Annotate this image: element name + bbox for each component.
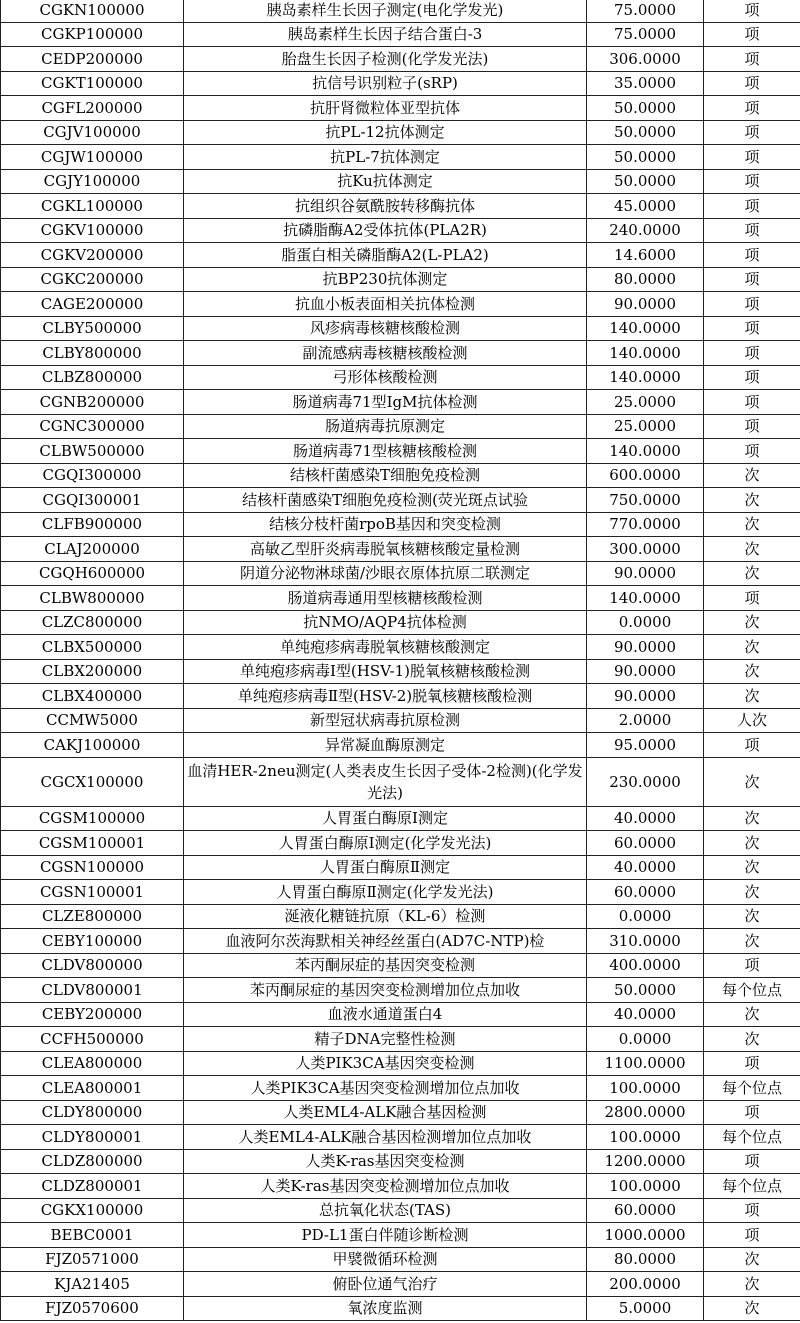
item-unit-cell: 项 <box>704 1051 800 1076</box>
item-price-cell: 75.0000 <box>587 0 704 22</box>
item-name-cell: 肠道病毒抗原测定 <box>184 414 587 439</box>
item-price-cell: 0.0000 <box>587 610 704 635</box>
item-name-cell: 人胃蛋白酶原Ⅰ测定 <box>184 806 587 831</box>
item-unit-cell: 项 <box>704 733 800 758</box>
item-price-cell: 75.0000 <box>587 22 704 47</box>
table-row <box>1 537 800 562</box>
item-unit-cell: 每个位点 <box>704 1076 800 1101</box>
item-code-cell: CEBY100000 <box>1 929 184 954</box>
item-code-cell: CLAJ200000 <box>1 537 184 562</box>
table-row <box>1 806 800 831</box>
item-price-cell: 1200.0000 <box>587 1149 704 1174</box>
item-price-cell: 750.0000 <box>587 488 704 513</box>
item-price-cell: 35.0000 <box>587 71 704 96</box>
table-row <box>1 316 800 341</box>
item-code-cell: KJA21405 <box>1 1272 184 1297</box>
item-name-cell: 人类PIK3CA基因突变检测 <box>184 1051 587 1076</box>
table-row <box>1 1272 800 1297</box>
table-row <box>1 561 800 586</box>
table-row <box>1 1247 800 1272</box>
item-unit-cell: 次 <box>704 831 800 856</box>
item-name-cell: 抗血小板表面相关抗体检测 <box>184 292 587 317</box>
item-code-cell: CGNC300000 <box>1 414 184 439</box>
item-name-cell: 抗NMO/AQP4抗体检测 <box>184 610 587 635</box>
table-row <box>1 1100 800 1125</box>
item-price-cell: 14.6000 <box>587 243 704 268</box>
item-code-cell: CGSN100000 <box>1 855 184 880</box>
item-unit-cell: 项 <box>704 145 800 170</box>
item-unit-cell: 次 <box>704 684 800 709</box>
item-price-cell: 90.0000 <box>587 561 704 586</box>
table-row <box>1 439 800 464</box>
item-code-cell: CGFL200000 <box>1 96 184 121</box>
item-name-cell: 总抗氧化状态(TAS) <box>184 1198 587 1223</box>
item-name-cell: 胰岛素样生长因子结合蛋白-3 <box>184 22 587 47</box>
item-price-cell: 140.0000 <box>587 439 704 464</box>
item-name-cell: 副流感病毒核糖核酸检测 <box>184 341 587 366</box>
item-code-cell: CGQI300001 <box>1 488 184 513</box>
item-price-cell: 770.0000 <box>587 512 704 537</box>
item-price-cell: 80.0000 <box>587 267 704 292</box>
item-name-cell: 高敏乙型肝炎病毒脱氧核糖核酸定量检测 <box>184 537 587 562</box>
item-price-cell: 60.0000 <box>587 831 704 856</box>
item-unit-cell: 项 <box>704 1223 800 1248</box>
item-name-cell: 人类EML4-ALK融合基因检测 <box>184 1100 587 1125</box>
item-unit-cell: 次 <box>704 537 800 562</box>
item-name-cell: 俯卧位通气治疗 <box>184 1272 587 1297</box>
item-price-cell: 140.0000 <box>587 341 704 366</box>
item-price-cell: 0.0000 <box>587 1027 704 1052</box>
item-code-cell: FJZ0571000 <box>1 1247 184 1272</box>
table-row <box>1 904 800 929</box>
item-name-cell: 抗磷脂酶A2受体抗体(PLA2R) <box>184 218 587 243</box>
item-code-cell: CGKV200000 <box>1 243 184 268</box>
table-row <box>1 733 800 758</box>
item-price-cell: 1000.0000 <box>587 1223 704 1248</box>
item-code-cell: CLBW800000 <box>1 586 184 611</box>
item-price-cell: 140.0000 <box>587 365 704 390</box>
item-code-cell: CGJY100000 <box>1 169 184 194</box>
table-row <box>1 659 800 684</box>
item-price-cell: 50.0000 <box>587 978 704 1003</box>
item-price-cell: 40.0000 <box>587 855 704 880</box>
item-name-cell: 人类K-ras基因突变检测 <box>184 1149 587 1174</box>
item-price-cell: 40.0000 <box>587 1002 704 1027</box>
item-name-cell: 人类K-ras基因突变检测增加位点加收 <box>184 1174 587 1199</box>
item-unit-cell: 每个位点 <box>704 1125 800 1150</box>
item-code-cell: CLBX500000 <box>1 635 184 660</box>
item-code-cell: CGCX100000 <box>1 757 184 806</box>
item-name-cell: 弓形体核酸检测 <box>184 365 587 390</box>
table-row <box>1 831 800 856</box>
item-unit-cell: 项 <box>704 341 800 366</box>
item-unit-cell: 项 <box>704 953 800 978</box>
item-name-cell: 胰岛素样生长因子测定(电化学发光) <box>184 0 587 22</box>
item-code-cell: CLDY800000 <box>1 1100 184 1125</box>
table-row <box>1 929 800 954</box>
item-name-cell: 苯丙酮尿症的基因突变检测增加位点加收 <box>184 978 587 1003</box>
table-row <box>1 1223 800 1248</box>
item-price-cell: 5.0000 <box>587 1296 704 1321</box>
table-row <box>1 47 800 72</box>
item-code-cell: CLEA800000 <box>1 1051 184 1076</box>
item-unit-cell: 每个位点 <box>704 1174 800 1199</box>
item-name-cell: 肠道病毒通用型核糖核酸检测 <box>184 586 587 611</box>
item-price-cell: 400.0000 <box>587 953 704 978</box>
item-unit-cell: 次 <box>704 561 800 586</box>
item-unit-cell: 次 <box>704 610 800 635</box>
item-unit-cell: 项 <box>704 218 800 243</box>
item-name-cell: 人胃蛋白酶原Ⅱ测定(化学发光法) <box>184 880 587 905</box>
item-name-cell: 肠道病毒71型核糖核酸检测 <box>184 439 587 464</box>
item-unit-cell: 次 <box>704 1296 800 1321</box>
item-unit-cell: 项 <box>704 414 800 439</box>
item-price-cell: 25.0000 <box>587 390 704 415</box>
table-row <box>1 1076 800 1101</box>
item-name-cell: 精子DNA完整性检测 <box>184 1027 587 1052</box>
item-name-cell: 脂蛋白相关磷脂酶A2(L-PLA2) <box>184 243 587 268</box>
item-name-cell: 抗信号识别粒子(sRP) <box>184 71 587 96</box>
item-price-cell: 0.0000 <box>587 904 704 929</box>
item-unit-cell: 次 <box>704 635 800 660</box>
item-code-cell: CLBW500000 <box>1 439 184 464</box>
item-name-cell: 抗组织谷氨酰胺转移酶抗体 <box>184 194 587 219</box>
item-unit-cell: 项 <box>704 1100 800 1125</box>
item-code-cell: CCMW5000 <box>1 708 184 733</box>
table-row <box>1 586 800 611</box>
table-row <box>1 414 800 439</box>
table-row <box>1 684 800 709</box>
item-unit-cell: 次 <box>704 806 800 831</box>
item-unit-cell: 次 <box>704 512 800 537</box>
item-name-cell: 风疹病毒核糖核酸检测 <box>184 316 587 341</box>
item-unit-cell: 项 <box>704 1198 800 1223</box>
item-price-cell: 300.0000 <box>587 537 704 562</box>
item-code-cell: CLBY500000 <box>1 316 184 341</box>
item-unit-cell: 人次 <box>704 708 800 733</box>
item-unit-cell: 次 <box>704 880 800 905</box>
item-name-cell: 人类EML4-ALK融合基因检测增加位点加收 <box>184 1125 587 1150</box>
item-name-cell: 新型冠状病毒抗原检测 <box>184 708 587 733</box>
item-code-cell: CLDV800001 <box>1 978 184 1003</box>
item-code-cell: CGQH600000 <box>1 561 184 586</box>
item-code-cell: CEBY200000 <box>1 1002 184 1027</box>
item-unit-cell: 项 <box>704 71 800 96</box>
item-price-cell: 140.0000 <box>587 586 704 611</box>
item-name-cell: 氧浓度监测 <box>184 1296 587 1321</box>
item-price-cell: 2.0000 <box>587 708 704 733</box>
table-row <box>1 390 800 415</box>
item-code-cell: CAGE200000 <box>1 292 184 317</box>
table-row <box>1 145 800 170</box>
item-price-cell: 50.0000 <box>587 120 704 145</box>
item-name-cell: 单纯疱疹病毒Ⅰ型(HSV-1)脱氧核糖核酸检测 <box>184 659 587 684</box>
table-row <box>1 1174 800 1199</box>
item-code-cell: CGKP100000 <box>1 22 184 47</box>
table-row <box>1 488 800 513</box>
item-unit-cell: 次 <box>704 904 800 929</box>
table-row <box>1 512 800 537</box>
item-price-cell: 90.0000 <box>587 292 704 317</box>
item-unit-cell: 项 <box>704 0 800 22</box>
item-unit-cell: 次 <box>704 1002 800 1027</box>
table-row <box>1 0 800 22</box>
item-price-cell: 40.0000 <box>587 806 704 831</box>
item-price-cell: 100.0000 <box>587 1076 704 1101</box>
item-name-cell: 结核分枝杆菌rpoB基因和突变检测 <box>184 512 587 537</box>
table-row <box>1 120 800 145</box>
item-code-cell: CLDV800000 <box>1 953 184 978</box>
table-row <box>1 218 800 243</box>
item-code-cell: CLBX200000 <box>1 659 184 684</box>
table-row <box>1 757 800 806</box>
table-row <box>1 708 800 733</box>
table-row <box>1 96 800 121</box>
item-unit-cell: 项 <box>704 22 800 47</box>
table-row <box>1 1149 800 1174</box>
item-price-cell: 90.0000 <box>587 659 704 684</box>
item-unit-cell: 项 <box>704 194 800 219</box>
item-name-cell: 血液水通道蛋白4 <box>184 1002 587 1027</box>
item-code-cell: CGSM100001 <box>1 831 184 856</box>
item-code-cell: CGJW100000 <box>1 145 184 170</box>
item-unit-cell: 次 <box>704 1027 800 1052</box>
item-name-cell: 结核杆菌感染T细胞免疫检测(荧光斑点试验 <box>184 488 587 513</box>
table-row <box>1 243 800 268</box>
item-name-cell: 异常凝血酶原测定 <box>184 733 587 758</box>
table-row <box>1 169 800 194</box>
item-unit-cell: 项 <box>704 439 800 464</box>
item-price-cell: 240.0000 <box>587 218 704 243</box>
item-price-cell: 95.0000 <box>587 733 704 758</box>
item-unit-cell: 项 <box>704 292 800 317</box>
table-body <box>1 0 800 1321</box>
item-name-cell: 抗PL-7抗体测定 <box>184 145 587 170</box>
item-code-cell: CEDP200000 <box>1 47 184 72</box>
item-code-cell: CGKC200000 <box>1 267 184 292</box>
item-name-cell: 单纯疱疹病毒脱氧核糖核酸测定 <box>184 635 587 660</box>
item-price-cell: 140.0000 <box>587 316 704 341</box>
table-row <box>1 953 800 978</box>
item-code-cell: CLDZ800000 <box>1 1149 184 1174</box>
item-name-cell: 人胃蛋白酶原Ⅰ测定(化学发光法) <box>184 831 587 856</box>
item-price-cell: 230.0000 <box>587 757 704 806</box>
item-unit-cell: 项 <box>704 120 800 145</box>
item-price-cell: 80.0000 <box>587 1247 704 1272</box>
item-price-cell: 100.0000 <box>587 1125 704 1150</box>
item-name-cell: 血清HER-2neu测定(人类表皮生长因子受体-2检测)(化学发光法) <box>184 757 587 806</box>
table-row <box>1 1051 800 1076</box>
item-code-cell: CLZC800000 <box>1 610 184 635</box>
table-row <box>1 1198 800 1223</box>
item-name-cell: 抗肝肾微粒体亚型抗体 <box>184 96 587 121</box>
item-code-cell: CGQI300000 <box>1 463 184 488</box>
table-row <box>1 71 800 96</box>
item-code-cell: CGKV100000 <box>1 218 184 243</box>
item-code-cell: BEBC0001 <box>1 1223 184 1248</box>
table-row <box>1 635 800 660</box>
table-row <box>1 292 800 317</box>
item-code-cell: CLEA800001 <box>1 1076 184 1101</box>
item-price-cell: 25.0000 <box>587 414 704 439</box>
item-code-cell: CGSM100000 <box>1 806 184 831</box>
item-price-cell: 60.0000 <box>587 880 704 905</box>
item-code-cell: CGKN100000 <box>1 0 184 22</box>
item-unit-cell: 项 <box>704 1149 800 1174</box>
item-price-cell: 90.0000 <box>587 635 704 660</box>
item-price-cell: 600.0000 <box>587 463 704 488</box>
item-unit-cell: 次 <box>704 929 800 954</box>
table-row <box>1 610 800 635</box>
table-row <box>1 365 800 390</box>
item-code-cell: CGJV100000 <box>1 120 184 145</box>
item-unit-cell: 项 <box>704 169 800 194</box>
item-name-cell: PD-L1蛋白伴随诊断检测 <box>184 1223 587 1248</box>
item-code-cell: CLDZ800001 <box>1 1174 184 1199</box>
table-row <box>1 1027 800 1052</box>
item-unit-cell: 次 <box>704 855 800 880</box>
item-code-cell: CGKT100000 <box>1 71 184 96</box>
item-code-cell: CGSN100001 <box>1 880 184 905</box>
item-unit-cell: 次 <box>704 757 800 806</box>
item-code-cell: CLDY800001 <box>1 1125 184 1150</box>
item-code-cell: CLBX400000 <box>1 684 184 709</box>
item-unit-cell: 次 <box>704 463 800 488</box>
item-unit-cell: 次 <box>704 659 800 684</box>
item-unit-cell: 项 <box>704 47 800 72</box>
item-name-cell: 甲襞微循环检测 <box>184 1247 587 1272</box>
item-unit-cell: 项 <box>704 390 800 415</box>
table-row <box>1 880 800 905</box>
item-name-cell: 血液阿尔茨海默相关神经丝蛋白(AD7C-NTP)检 <box>184 929 587 954</box>
item-unit-cell: 项 <box>704 96 800 121</box>
item-price-cell: 90.0000 <box>587 684 704 709</box>
item-price-cell: 45.0000 <box>587 194 704 219</box>
table-row <box>1 1296 800 1321</box>
item-name-cell: 抗PL-12抗体测定 <box>184 120 587 145</box>
item-code-cell: CGKL100000 <box>1 194 184 219</box>
item-name-cell: 结核杆菌感染T细胞免疫检测 <box>184 463 587 488</box>
item-unit-cell: 项 <box>704 316 800 341</box>
table-row <box>1 341 800 366</box>
table-row <box>1 1002 800 1027</box>
item-unit-cell: 次 <box>704 1272 800 1297</box>
item-price-cell: 100.0000 <box>587 1174 704 1199</box>
item-unit-cell: 次 <box>704 1247 800 1272</box>
item-code-cell: CCFH500000 <box>1 1027 184 1052</box>
item-unit-cell: 每个位点 <box>704 978 800 1003</box>
item-unit-cell: 项 <box>704 586 800 611</box>
item-price-cell: 200.0000 <box>587 1272 704 1297</box>
table-row <box>1 1125 800 1150</box>
item-code-cell: FJZ0570600 <box>1 1296 184 1321</box>
table-row <box>1 463 800 488</box>
item-price-cell: 50.0000 <box>587 169 704 194</box>
item-price-cell: 50.0000 <box>587 96 704 121</box>
item-code-cell: CGNB200000 <box>1 390 184 415</box>
item-code-cell: CGKX100000 <box>1 1198 184 1223</box>
table-row <box>1 978 800 1003</box>
table-row <box>1 194 800 219</box>
item-code-cell: CLZE800000 <box>1 904 184 929</box>
item-code-cell: CLFB900000 <box>1 512 184 537</box>
item-unit-cell: 项 <box>704 243 800 268</box>
item-name-cell: 人胃蛋白酶原Ⅱ测定 <box>184 855 587 880</box>
item-code-cell: CLBY800000 <box>1 341 184 366</box>
item-unit-cell: 项 <box>704 365 800 390</box>
table-row <box>1 22 800 47</box>
item-price-cell: 306.0000 <box>587 47 704 72</box>
item-name-cell: 人类PIK3CA基因突变检测增加位点加收 <box>184 1076 587 1101</box>
item-unit-cell: 项 <box>704 267 800 292</box>
item-name-cell: 胎盘生长因子检测(化学发光法) <box>184 47 587 72</box>
item-name-cell: 抗Ku抗体测定 <box>184 169 587 194</box>
item-name-cell: 单纯疱疹病毒Ⅱ型(HSV-2)脱氧核糖核酸检测 <box>184 684 587 709</box>
item-price-cell: 2800.0000 <box>587 1100 704 1125</box>
item-price-cell: 50.0000 <box>587 145 704 170</box>
item-name-cell: 涎液化糖链抗原（KL-6）检测 <box>184 904 587 929</box>
item-price-cell: 60.0000 <box>587 1198 704 1223</box>
table-row <box>1 267 800 292</box>
item-code-cell: CAKJ100000 <box>1 733 184 758</box>
item-name-cell: 苯丙酮尿症的基因突变检测 <box>184 953 587 978</box>
item-name-cell: 肠道病毒71型IgM抗体检测 <box>184 390 587 415</box>
item-name-cell: 抗BP230抗体测定 <box>184 267 587 292</box>
item-code-cell: CLBZ800000 <box>1 365 184 390</box>
item-price-cell: 1100.0000 <box>587 1051 704 1076</box>
table-row <box>1 855 800 880</box>
item-unit-cell: 次 <box>704 488 800 513</box>
item-price-cell: 310.0000 <box>587 929 704 954</box>
item-name-cell: 阴道分泌物淋球菌/沙眼衣原体抗原二联测定 <box>184 561 587 586</box>
